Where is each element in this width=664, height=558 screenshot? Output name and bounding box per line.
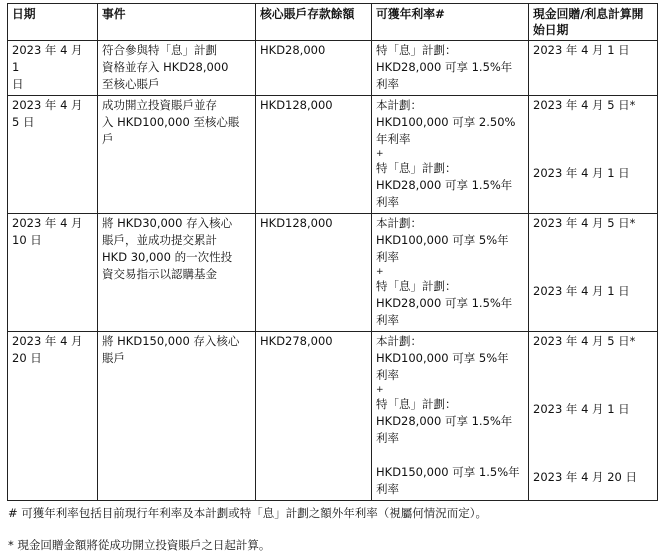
header-date: 日期 (8, 4, 98, 41)
date-cell: 2023 年 4 月 20 日 (8, 332, 98, 501)
table-row (8, 96, 658, 214)
date-cell: 2023 年 4 月 10 日 (8, 214, 98, 332)
plus-sign: + (376, 149, 384, 159)
header-event: 事件 (98, 4, 256, 41)
rate-cell: 本計劃： HKD100,000 可享 5%年 利率 + 特「息」計劃： HKD28,000 可享 1.5%年 利率 (372, 214, 529, 332)
footnote-star: * 現金回贈金額將從成功開立投資賬戶之日起計算。 (8, 538, 271, 552)
table-row (8, 214, 658, 332)
rate-cell: 特「息」計劃： HKD28,000 可享 1.5%年 利率 (372, 41, 529, 96)
event-cell: 將 HKD150,000 存入核心 賬戶 (98, 332, 256, 501)
plus-sign: + (376, 385, 384, 395)
rate-cell: 本計劃： HKD100,000 可享 2.50% 年利率 + 特「息」計劃： HKD28,000 可享 1.5%年 利率 (372, 96, 529, 214)
interest-rate-table (7, 3, 658, 501)
balance-cell: HKD128,000 (256, 214, 372, 332)
table-header-row (8, 4, 658, 41)
event-cell: 符合參與特「息」計劃 資格並存入 HKD28,000 至核心賬戶 (98, 41, 256, 96)
balance-cell: HKD278,000 (256, 332, 372, 501)
start-date-cell: 2023 年 4 月 5 日* 2023 年 4 月 1 日 (529, 214, 658, 332)
balance-cell: HKD128,000 (256, 96, 372, 214)
start-date-cell: 2023 年 4 月 5 日* 2023 年 4 月 1 日 2023 年 4 月 20 日 (529, 332, 658, 501)
start-date-cell: 2023 年 4 月 1 日 (529, 41, 658, 96)
rate-cell: 本計劃： HKD100,000 可享 5%年 利率 + 特「息」計劃： HKD28,000 可享 1.5%年 利率 HKD150,000 可享 1.5%年 利率 (372, 332, 529, 501)
plus-sign: + (376, 267, 384, 277)
header-balance: 核心賬戶存款餘額 (256, 4, 372, 41)
event-cell: 成功開立投資賬戶並存 入 HKD100,000 至核心賬 戶 (98, 96, 256, 214)
footnote-hash: # 可獲年利率包括目前現行年利率及本計劃或特「息」計劃之額外年利率（視屬何情況而定）。 (8, 506, 488, 520)
header-rate: 可獲年利率# (372, 4, 529, 41)
balance-cell: HKD28,000 (256, 41, 372, 96)
event-cell: 將 HKD30,000 存入核心 賬戶，並成功提交累計 HKD 30,000 的一次性投 資交易指示以認購基金 (98, 214, 256, 332)
start-date-cell: 2023 年 4 月 5 日* 2023 年 4 月 1 日 (529, 96, 658, 214)
date-cell: 2023 年 4 月 5 日 (8, 96, 98, 214)
date-cell: 2023 年 4 月 1 日 (8, 41, 98, 96)
table-row (8, 332, 658, 501)
table-row (8, 41, 658, 96)
header-start-date: 現金回贈/利息計算開始日期 (529, 4, 658, 41)
